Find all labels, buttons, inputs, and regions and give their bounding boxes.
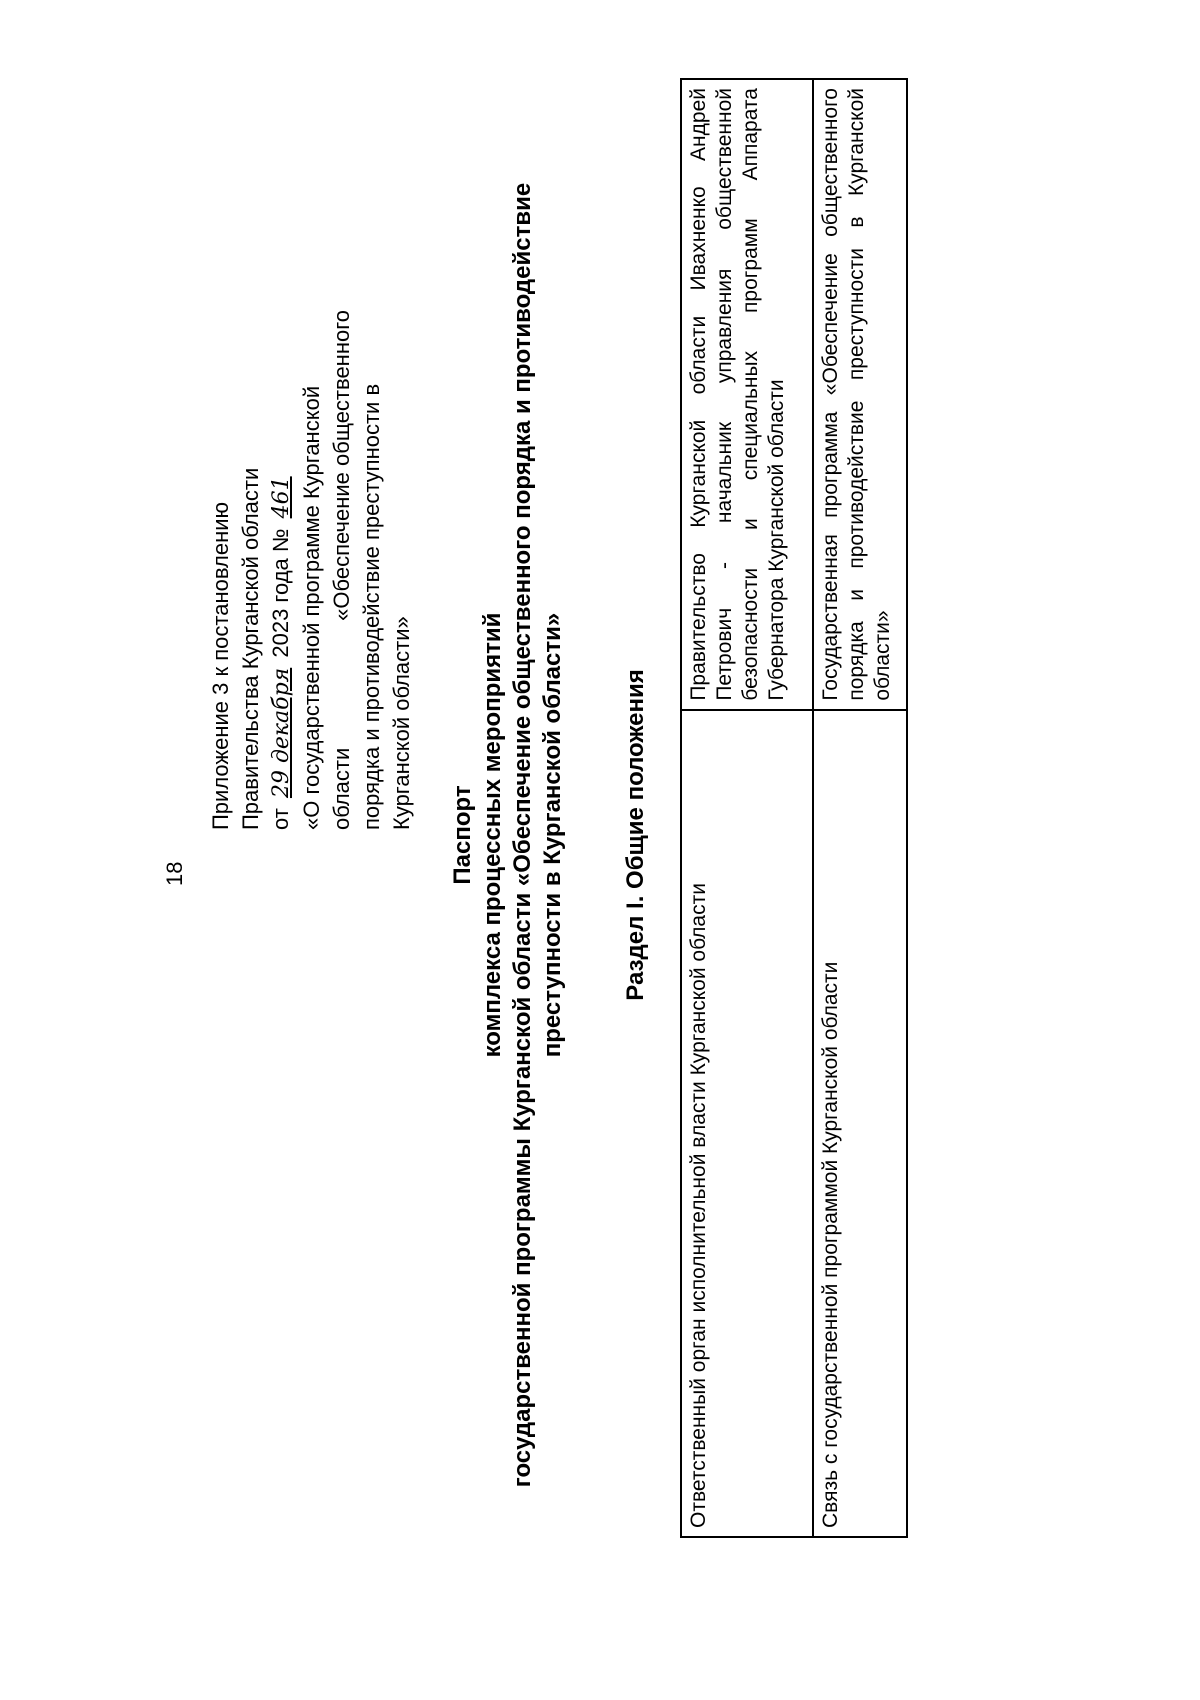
title-line: государственной программы Курганской области «Обеспечение общественного порядка и противодействие [509, 182, 536, 1488]
title-line: комплекса процессных мероприятий [479, 612, 506, 1058]
table-row [813, 79, 907, 1537]
table-cell-label: Связь с государственной программой Курганской области [813, 710, 907, 1537]
appendix-line: Курганской области» [389, 616, 414, 830]
page-number: 18 [162, 861, 187, 886]
general-provisions-table [680, 78, 908, 1538]
appendix-date-line [266, 310, 297, 830]
handwritten-date: 29 декабря [269, 667, 294, 799]
section-heading: Раздел I. Общие положения [622, 669, 649, 1001]
table-cell-value: Государственная программа «Обеспечение общественного порядка и противодействие преступности в Курганской области» [813, 79, 907, 710]
table-cell-value: Правительство Курганской области Ивахненко Андрей Петрович - начальник управления общественной безопасности и специальных программ Аппарата Губернатора Курганской области [681, 79, 813, 710]
table-row [681, 79, 813, 1537]
passport-title [448, 170, 568, 1500]
appendix-line [327, 310, 357, 830]
table-cell-label: Ответственный орган исполнительной власти Курганской области [681, 710, 813, 1537]
appendix-header [206, 310, 417, 830]
title-line: преступности в Курганской области» [539, 612, 566, 1058]
appendix-line-part: области [329, 747, 354, 830]
date-suffix: 2023 года № [268, 528, 293, 658]
appendix-line-part: «Обеспечение общественного [329, 310, 354, 621]
title-line: Паспорт [449, 785, 476, 885]
appendix-line: Приложение 3 к постановлению [208, 501, 233, 830]
handwritten-number: 461 [269, 476, 294, 519]
appendix-line: Правительства Курганской области [238, 467, 263, 830]
appendix-line: «О государственной программе Курганской [299, 385, 324, 830]
appendix-line: порядка и противодействие преступности в [359, 383, 384, 830]
date-prefix: от [268, 808, 293, 830]
